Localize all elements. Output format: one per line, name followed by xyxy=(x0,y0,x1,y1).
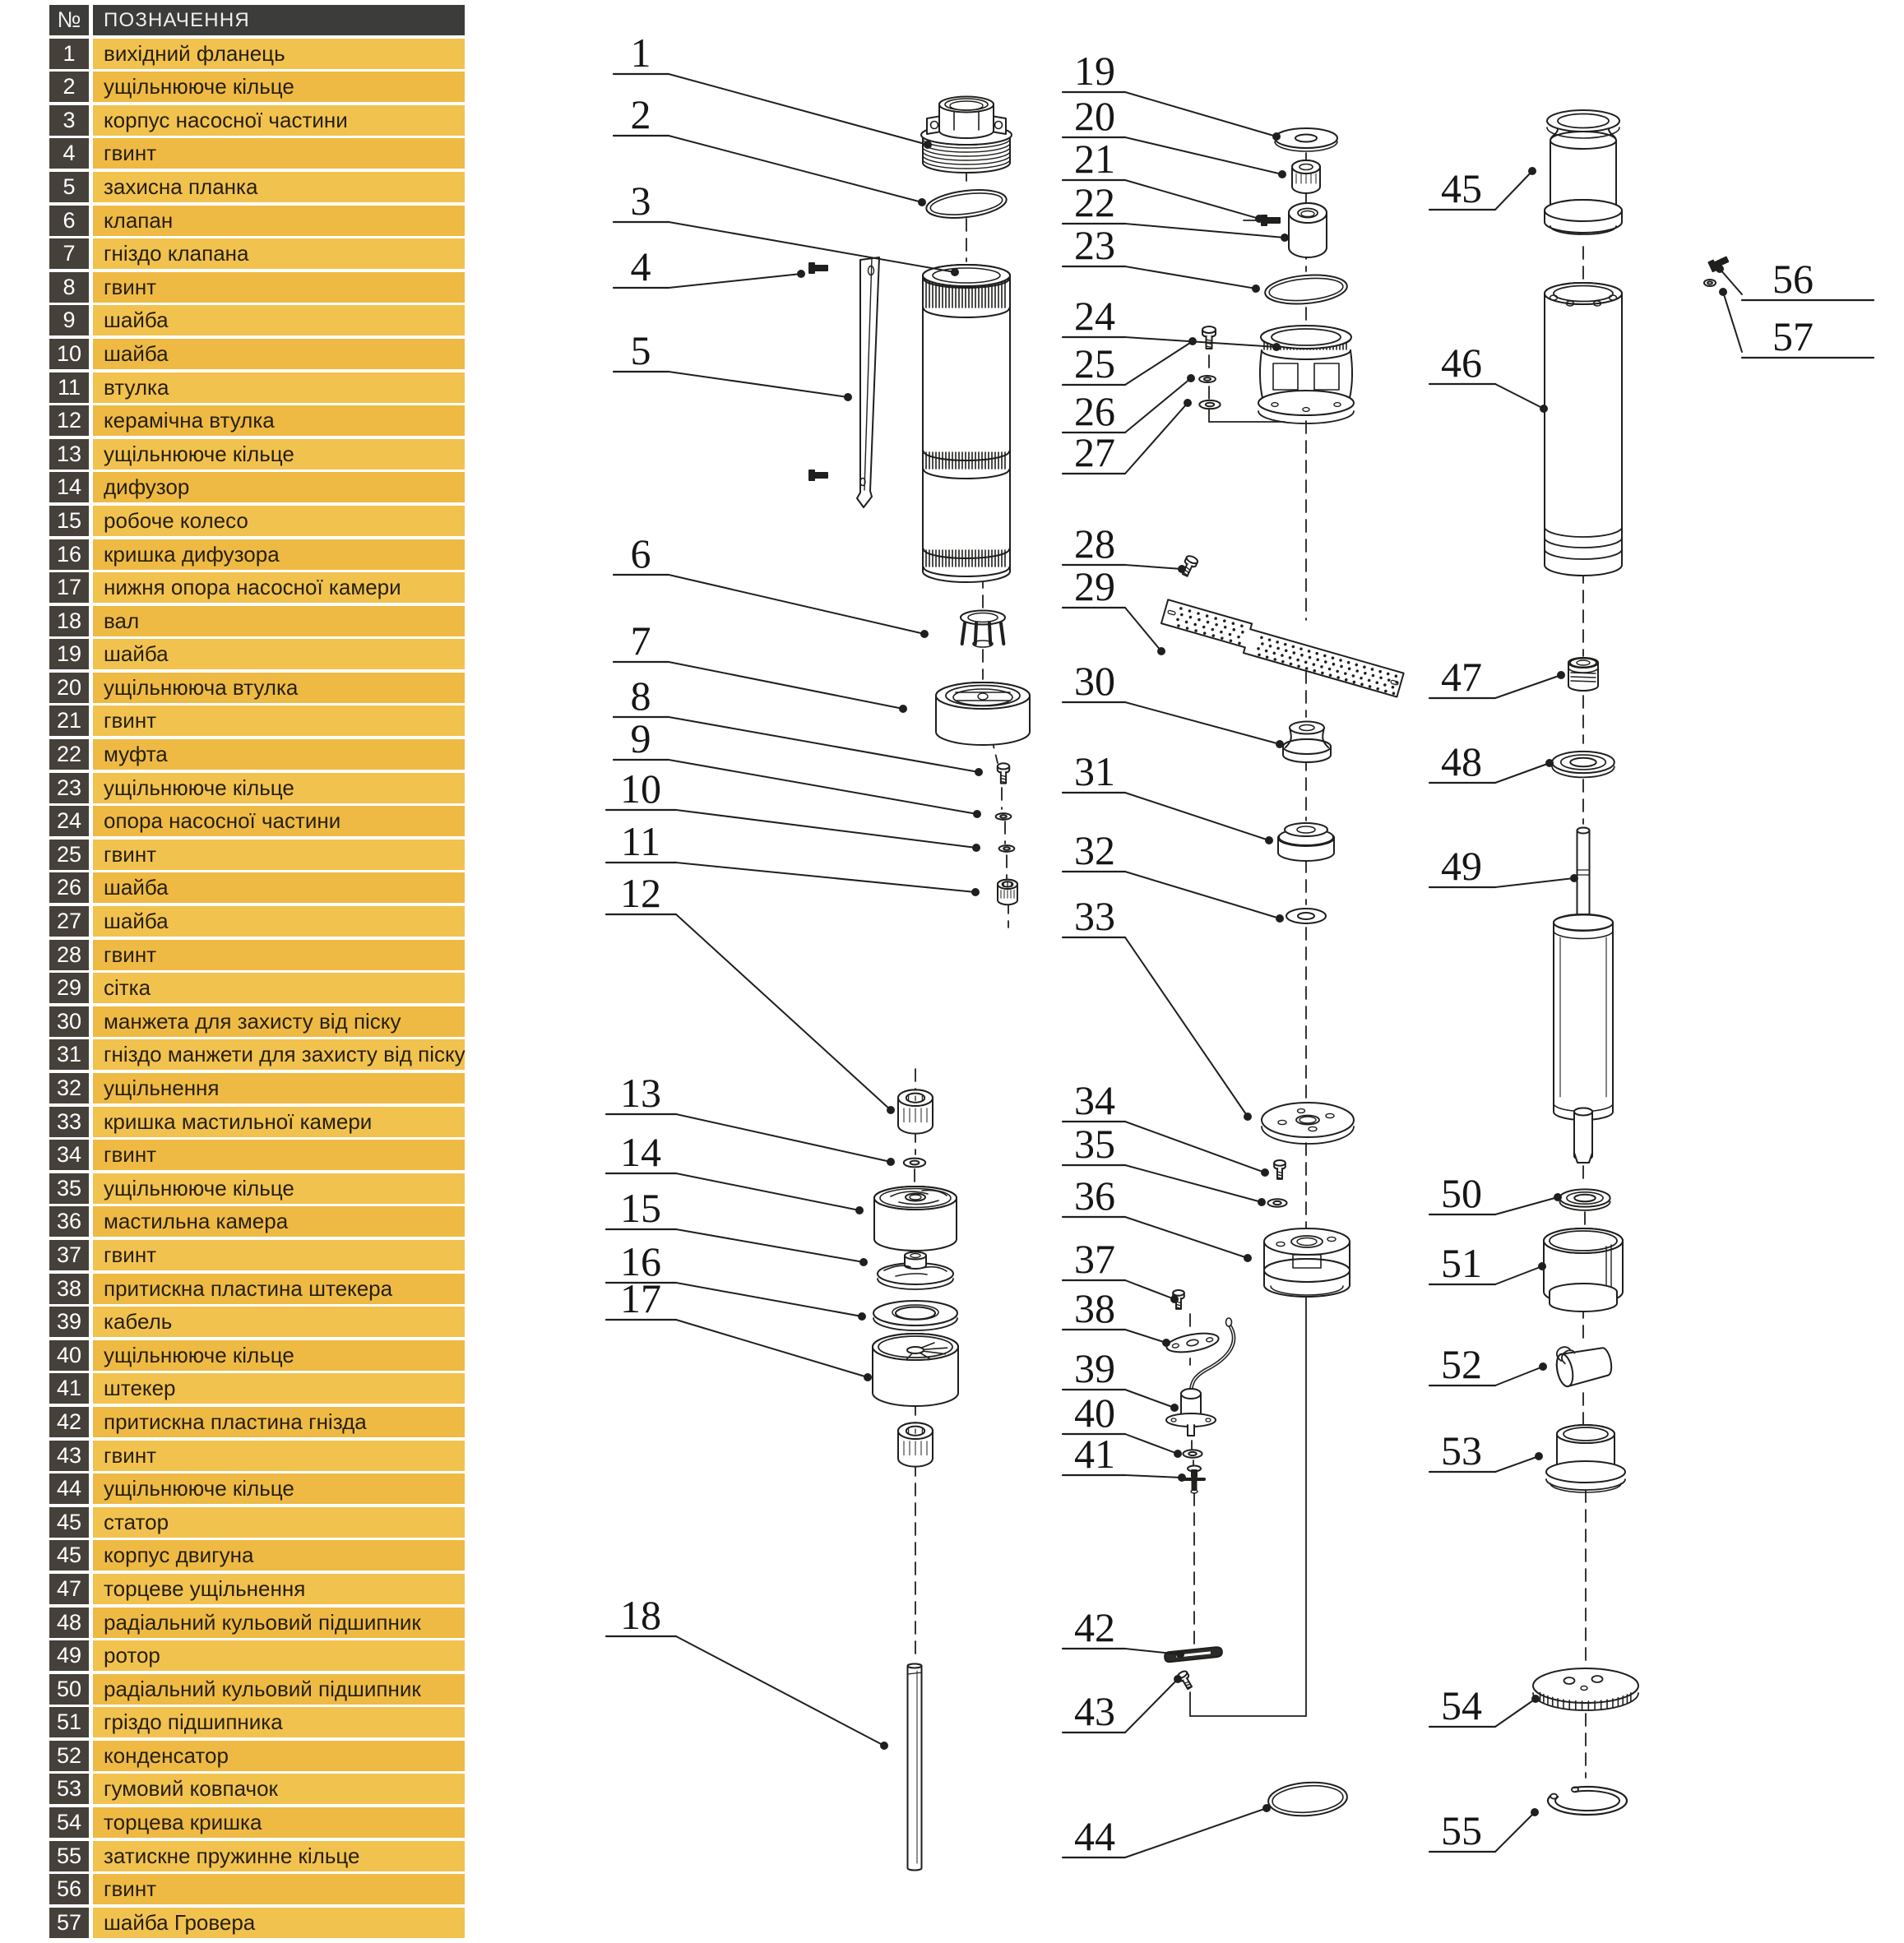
part-label-29: 29 xyxy=(1074,563,1115,609)
row-number: 12 xyxy=(49,405,89,436)
row-number: 17 xyxy=(49,572,89,603)
part-label-56: 56 xyxy=(1772,256,1814,302)
row-number: 45 xyxy=(49,1540,89,1571)
row-name: ущільнююче кільце xyxy=(93,72,465,102)
part-label-44: 44 xyxy=(1074,1813,1115,1859)
part-label-2: 2 xyxy=(630,91,651,137)
part-label-34: 34 xyxy=(1074,1077,1115,1123)
part-label-14: 14 xyxy=(620,1129,661,1175)
part-label-16: 16 xyxy=(620,1238,661,1284)
part-label-31: 31 xyxy=(1074,748,1115,794)
part-label-27: 27 xyxy=(1074,429,1115,475)
part-label-26: 26 xyxy=(1074,388,1115,434)
row-number: 26 xyxy=(49,872,89,903)
row-name: гніздо клапана xyxy=(93,238,465,269)
row-name: шайба xyxy=(93,906,465,937)
part-label-18: 18 xyxy=(620,1592,661,1638)
row-number: 6 xyxy=(49,206,89,236)
row-number: 49 xyxy=(49,1640,89,1671)
row-number: 30 xyxy=(49,1006,89,1037)
part-label-50: 50 xyxy=(1441,1170,1482,1216)
row-number: 24 xyxy=(49,806,89,836)
row-number: 41 xyxy=(49,1373,89,1404)
row-name: манжета для захисту від піску xyxy=(93,1006,465,1037)
row-name: радіальний кульовий підшипник xyxy=(93,1608,465,1638)
row-name: захисна планка xyxy=(93,172,465,202)
row-number: 42 xyxy=(49,1407,89,1437)
row-number: 14 xyxy=(49,472,89,502)
row-name: корпус насосної частини xyxy=(93,105,465,136)
part-label-8: 8 xyxy=(630,673,651,719)
row-number: 13 xyxy=(49,439,89,470)
row-number: 31 xyxy=(49,1039,89,1070)
row-number: 57 xyxy=(49,1908,89,1938)
part-label-3: 3 xyxy=(630,178,651,224)
row-number: 45 xyxy=(49,1507,89,1538)
row-number: 56 xyxy=(49,1874,89,1904)
row-name: керамічна втулка xyxy=(93,405,465,436)
part-label-15: 15 xyxy=(620,1185,661,1231)
row-name: притискна пластина штекера xyxy=(93,1274,465,1304)
row-number: 11 xyxy=(49,372,89,403)
part-label-17: 17 xyxy=(620,1275,661,1321)
row-name: гвинт xyxy=(93,272,465,303)
table-header-name: ПОЗНАЧЕННЯ xyxy=(93,5,465,35)
row-name: притискна пластина гнізда xyxy=(93,1407,465,1437)
row-name: гвинт xyxy=(93,1441,465,1471)
part-label-49: 49 xyxy=(1441,843,1482,889)
part-label-54: 54 xyxy=(1441,1682,1482,1728)
row-number: 52 xyxy=(49,1741,89,1771)
part-label-9: 9 xyxy=(630,715,651,761)
row-name: ущільнююче кільце xyxy=(93,1473,465,1504)
part-label-4: 4 xyxy=(630,243,651,289)
row-number: 9 xyxy=(49,305,89,335)
part-label-43: 43 xyxy=(1074,1688,1115,1734)
part-label-45: 45 xyxy=(1441,165,1482,211)
row-name: гвинт xyxy=(93,138,465,169)
part-label-38: 38 xyxy=(1074,1285,1115,1331)
part-label-10: 10 xyxy=(620,766,661,812)
row-number: 16 xyxy=(49,539,89,570)
row-name: гумовий ковпачок xyxy=(93,1774,465,1804)
row-name: шайба xyxy=(93,639,465,669)
row-name: корпус двигуна xyxy=(93,1540,465,1571)
row-name: шайба xyxy=(93,339,465,369)
part-label-32: 32 xyxy=(1074,827,1115,873)
row-name: мастильна камера xyxy=(93,1206,465,1237)
row-name: шайба xyxy=(93,872,465,903)
part-label-11: 11 xyxy=(620,818,661,864)
row-name: ущільнююче кільце xyxy=(93,1340,465,1371)
row-name: конденсатор xyxy=(93,1741,465,1771)
row-name: статор xyxy=(93,1507,465,1538)
row-number: 33 xyxy=(49,1107,89,1137)
row-number: 36 xyxy=(49,1206,89,1237)
part-label-28: 28 xyxy=(1074,520,1115,567)
row-name: гніздо манжети для захисту від піску xyxy=(93,1039,465,1070)
part-label-19: 19 xyxy=(1074,48,1115,94)
part-label-25: 25 xyxy=(1074,340,1115,386)
row-name: шайба Гровера xyxy=(93,1908,465,1938)
row-number: 47 xyxy=(49,1574,89,1604)
part-label-24: 24 xyxy=(1074,293,1115,339)
row-name: радіальний кульовий підшипник xyxy=(93,1674,465,1705)
part-label-37: 37 xyxy=(1074,1236,1115,1282)
part-label-51: 51 xyxy=(1441,1240,1482,1286)
part-label-6: 6 xyxy=(630,530,651,576)
row-number: 39 xyxy=(49,1307,89,1337)
row-number: 19 xyxy=(49,639,89,669)
part-label-35: 35 xyxy=(1074,1121,1115,1167)
row-number: 5 xyxy=(49,172,89,202)
row-name: гвинт xyxy=(93,1240,465,1270)
part-label-40: 40 xyxy=(1074,1390,1115,1436)
row-name: ущільнююче кільце xyxy=(93,773,465,803)
row-number: 50 xyxy=(49,1674,89,1705)
row-name: муфта xyxy=(93,739,465,770)
row-name: кабель xyxy=(93,1307,465,1337)
part-label-41: 41 xyxy=(1074,1431,1115,1477)
row-number: 35 xyxy=(49,1173,89,1204)
row-number: 38 xyxy=(49,1274,89,1304)
row-number: 28 xyxy=(49,940,89,970)
part-label-48: 48 xyxy=(1441,738,1482,784)
row-number: 55 xyxy=(49,1841,89,1871)
row-number: 4 xyxy=(49,138,89,169)
part-label-22: 22 xyxy=(1074,179,1115,225)
part-label-5: 5 xyxy=(630,327,651,373)
row-number: 43 xyxy=(49,1441,89,1471)
row-number: 18 xyxy=(49,606,89,636)
row-name: ущільнююча втулка xyxy=(93,673,465,703)
part-label-1: 1 xyxy=(630,30,651,76)
row-name: ущільнююче кільце xyxy=(93,439,465,470)
row-number: 48 xyxy=(49,1608,89,1638)
row-name: торцева кришка xyxy=(93,1807,465,1838)
part-label-20: 20 xyxy=(1074,93,1115,139)
row-name: гвинт xyxy=(93,1874,465,1904)
row-number: 8 xyxy=(49,272,89,303)
row-name: нижня опора насосної камери xyxy=(93,572,465,603)
row-number: 29 xyxy=(49,973,89,1003)
row-name: штекер xyxy=(93,1373,465,1404)
row-name: шайба xyxy=(93,305,465,335)
row-name: вал xyxy=(93,606,465,636)
row-number: 32 xyxy=(49,1073,89,1103)
row-name: кришка дифузора xyxy=(93,539,465,570)
row-number: 20 xyxy=(49,673,89,703)
row-number: 51 xyxy=(49,1707,89,1737)
row-number: 34 xyxy=(49,1140,89,1170)
row-name: робоче колесо xyxy=(93,506,465,536)
part-label-33: 33 xyxy=(1074,893,1115,939)
row-name: ущільнююче кільце xyxy=(93,1173,465,1204)
row-number: 25 xyxy=(49,840,89,870)
part-label-13: 13 xyxy=(620,1070,661,1116)
part-label-46: 46 xyxy=(1441,340,1482,386)
part-label-47: 47 xyxy=(1441,654,1482,700)
row-number: 54 xyxy=(49,1807,89,1838)
row-number: 40 xyxy=(49,1340,89,1371)
row-name: ротор xyxy=(93,1640,465,1671)
row-number: 3 xyxy=(49,105,89,136)
row-number: 2 xyxy=(49,72,89,102)
row-name: кришка мастильної камери xyxy=(93,1107,465,1137)
row-name: гвинт xyxy=(93,1140,465,1170)
row-number: 1 xyxy=(49,39,89,69)
row-number: 7 xyxy=(49,238,89,269)
row-name: втулка xyxy=(93,372,465,403)
row-name: гвинт xyxy=(93,705,465,736)
row-name: опора насосної частини xyxy=(93,806,465,836)
part-label-12: 12 xyxy=(620,870,661,916)
row-name: затискне пружинне кільце xyxy=(93,1841,465,1871)
part-label-57: 57 xyxy=(1772,313,1814,359)
row-name: гвинт xyxy=(93,940,465,970)
table-header-no: № xyxy=(49,5,89,35)
part-label-21: 21 xyxy=(1074,136,1115,182)
row-name: сітка xyxy=(93,973,465,1003)
row-name: гвинт xyxy=(93,840,465,870)
row-number: 21 xyxy=(49,705,89,736)
part-label-55: 55 xyxy=(1441,1807,1482,1853)
row-name: клапан xyxy=(93,206,465,236)
row-number: 44 xyxy=(49,1473,89,1504)
part-label-30: 30 xyxy=(1074,658,1115,704)
part-label-36: 36 xyxy=(1074,1173,1115,1219)
row-number: 22 xyxy=(49,739,89,770)
part-label-39: 39 xyxy=(1074,1345,1115,1391)
part-label-7: 7 xyxy=(630,618,651,664)
part-label-23: 23 xyxy=(1074,222,1115,268)
part-label-42: 42 xyxy=(1074,1604,1115,1650)
part-label-53: 53 xyxy=(1441,1427,1482,1473)
row-number: 15 xyxy=(49,506,89,536)
row-number: 10 xyxy=(49,339,89,369)
row-number: 37 xyxy=(49,1240,89,1270)
row-number: 27 xyxy=(49,906,89,937)
row-name: дифузор xyxy=(93,472,465,502)
row-name: гріздо підшипника xyxy=(93,1707,465,1737)
row-number: 23 xyxy=(49,773,89,803)
row-name: ущільнення xyxy=(93,1073,465,1103)
row-number: 53 xyxy=(49,1774,89,1804)
row-name: вихідний фланець xyxy=(93,39,465,69)
part-label-52: 52 xyxy=(1441,1341,1482,1387)
row-name: торцеве ущільнення xyxy=(93,1574,465,1604)
